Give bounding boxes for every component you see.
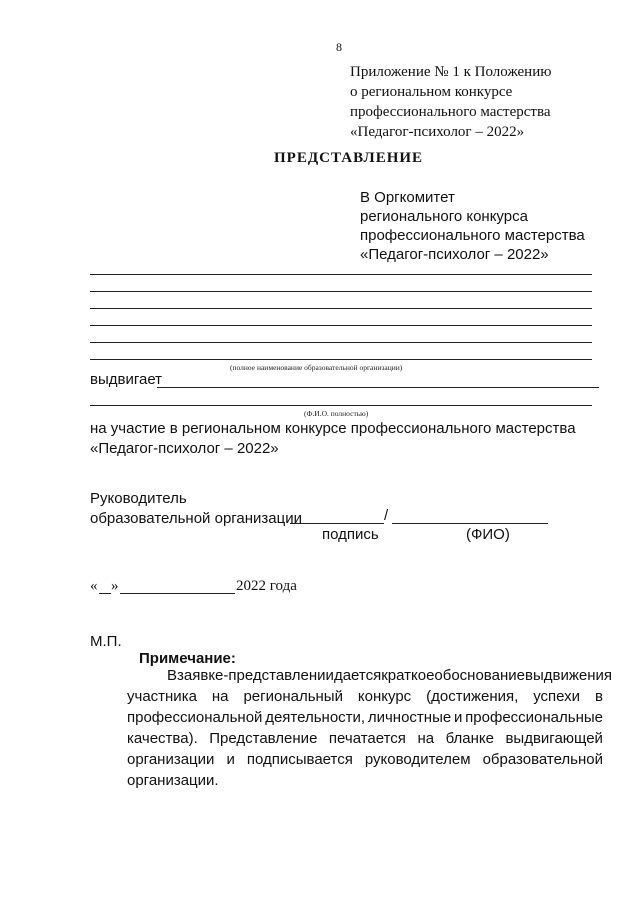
fio-caption: (ФИО) [466,526,510,543]
note-word: успехи [533,688,581,705]
note-word: краткое [381,667,435,684]
note-word: и [454,709,463,726]
note-word: в [595,688,603,705]
nominee-name-line[interactable] [157,387,599,388]
appendix-line: о региональном конкурсе [350,84,513,100]
note-word: личностные [367,709,452,726]
note-word: заявке-представлении [177,667,334,684]
note-label: Примечание: [139,650,236,667]
date-quote-close: » [111,578,119,594]
date-quote-open: « [90,578,98,594]
signature-caption: подпись [322,526,379,543]
note-word: профессиональной [127,709,263,726]
document-title: ПРЕДСТАВЛЕНИЕ [274,150,424,166]
org-name-line[interactable] [90,274,592,275]
note-word: деятельности, [265,709,366,726]
note-word: руководителем [364,751,471,768]
date-month-line[interactable] [120,593,235,594]
appendix-reference [350,62,610,142]
head-line: образовательной организации [90,510,302,527]
addressee-block [360,188,620,264]
page-number: 8 [336,40,342,54]
org-name-line[interactable] [90,291,592,292]
nominee-name-line[interactable] [90,405,592,406]
head-title [90,489,302,529]
note-word: и [226,751,235,768]
note-word: печатается [328,730,406,747]
addressee-line: В Оргкомитет [360,189,455,206]
note-word: на [417,730,435,747]
addressee-line: профессионального мастерства [360,227,585,244]
stamp-place: М.П. [90,633,122,650]
org-name-line[interactable] [90,308,592,309]
participation-text [90,419,576,459]
participation-line: на участие в региональном конкурсе профессионального мастерства [90,420,576,437]
note-line [127,770,603,791]
note-word: выдвигающей [505,730,603,747]
note-word: дается [333,667,382,684]
head-line: Руководитель [90,490,187,507]
date-year: 2022 года [236,578,297,594]
note-word: обоснование [434,667,525,684]
appendix-line: Приложение № 1 к Положению [350,64,552,80]
addressee-line: регионального конкурса [360,208,528,225]
nominates-label: выдвигает [90,371,163,388]
note-line [127,728,603,749]
note-word: подписывается [246,751,353,768]
note-word: (достижения, [426,688,519,705]
note-word: В [167,667,178,684]
note-word: организации. [127,772,219,789]
addressee-line: «Педагог-психолог – 2022» [360,246,549,263]
note-text [127,665,612,791]
note-word: профессиональные [465,709,603,726]
org-name-line[interactable] [90,325,592,326]
org-name-line[interactable] [90,342,592,343]
note-line [127,749,603,770]
note-line [127,686,603,707]
signature-separator: / [384,507,389,524]
note-word: на [211,688,229,705]
nominee-name-caption: (Ф.И.О. полностью) [304,409,369,418]
note-word: качества). [127,730,198,747]
note-line [127,665,612,686]
note-word: выдвижения [524,667,612,684]
org-name-line[interactable] [90,359,592,360]
note-word: региональный [243,688,343,705]
org-name-caption: (полное наименование образовательной организации) [230,363,403,372]
note-word: организации [127,751,215,768]
appendix-line: «Педагог-психолог – 2022» [350,124,525,140]
signature-line[interactable] [290,523,384,524]
note-word: бланке [445,730,494,747]
note-word: Представление [209,730,318,747]
note-word: образовательной [482,751,603,768]
note-word: участника [127,688,197,705]
head-fio-line[interactable] [392,523,548,524]
appendix-line: профессионального мастерства [350,104,551,120]
participation-line: «Педагог-психолог – 2022» [90,440,279,457]
note-word: конкурс [357,688,412,705]
note-line [127,707,603,728]
date-day-line[interactable] [99,593,111,594]
